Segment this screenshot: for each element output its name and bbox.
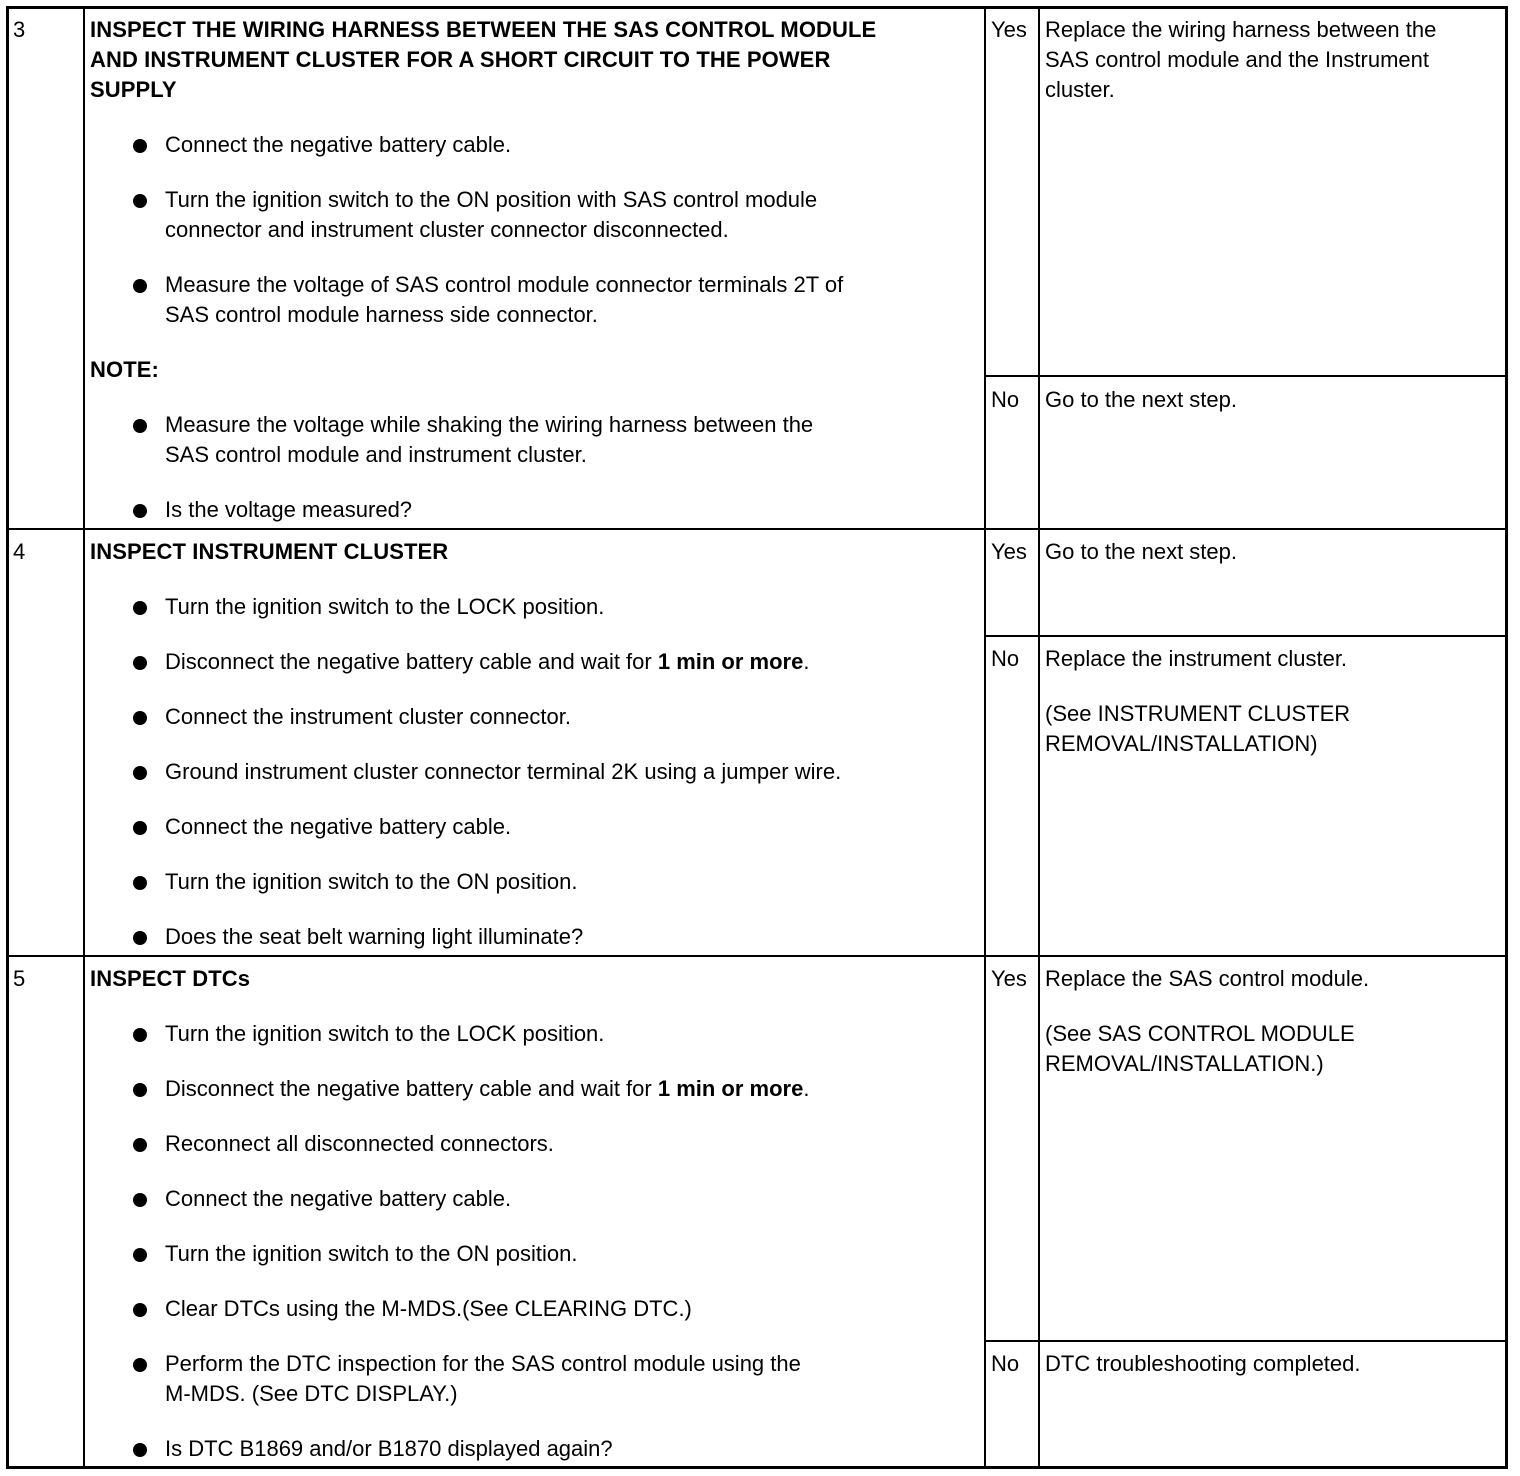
- bullet-icon: [133, 821, 147, 835]
- yes-action: Replace the SAS control module.: [1045, 966, 1370, 991]
- bullet-icon: [133, 419, 147, 433]
- yes-label: Yes: [991, 17, 1027, 42]
- bullet-icon: [133, 1248, 147, 1262]
- step-instruction: Turn the ignition switch to the ON position with SAS control module: [165, 187, 818, 212]
- step-instruction: Is DTC B1869 and/or B1870 displayed again?: [165, 1436, 613, 1461]
- bullet-icon: [133, 504, 147, 518]
- no-action: Replace the instrument cluster.: [1045, 646, 1348, 671]
- step-instruction: Turn the ignition switch to the ON position.: [165, 869, 578, 894]
- bullet-icon: [133, 711, 147, 725]
- bullet-icon: [133, 1358, 147, 1372]
- bullet-icon: [133, 139, 147, 153]
- step-number: 5: [13, 966, 26, 991]
- step-title: SUPPLY: [90, 77, 177, 102]
- bullet-icon: [133, 601, 147, 615]
- yes-action: (See SAS CONTROL MODULE: [1045, 1021, 1355, 1046]
- step-title: AND INSTRUMENT CLUSTER FOR A SHORT CIRCUIT TO THE POWER: [90, 47, 831, 72]
- yes-action: cluster.: [1045, 77, 1115, 102]
- row-divider: [9, 955, 1508, 957]
- yes-label: Yes: [991, 539, 1027, 564]
- step-instruction: Does the seat belt warning light illuminate?: [165, 924, 584, 949]
- bullet-icon: [133, 931, 147, 945]
- step-instruction: Measure the voltage of SAS control module connector terminals 2T of: [165, 272, 844, 297]
- troubleshooting-table: [6, 6, 1508, 1469]
- no-label: No: [991, 387, 1020, 412]
- yes-action: REMOVAL/INSTALLATION.): [1045, 1051, 1324, 1076]
- result-divider: [985, 375, 1508, 377]
- bullet-icon: [133, 279, 147, 293]
- row-divider: [9, 528, 1508, 530]
- step-instruction: Connect the instrument cluster connector.: [165, 704, 571, 729]
- yes-action: SAS control module and the Instrument: [1045, 47, 1429, 72]
- step-instruction: Turn the ignition switch to the ON position.: [165, 1241, 578, 1266]
- step-instruction: Connect the negative battery cable.: [165, 1186, 512, 1211]
- bullet-icon: [133, 766, 147, 780]
- step-instruction: M-MDS. (See DTC DISPLAY.): [165, 1381, 458, 1406]
- step-instruction: SAS control module harness side connector.: [165, 302, 598, 327]
- step-instruction: Reconnect all disconnected connectors.: [165, 1131, 554, 1156]
- no-action: Go to the next step.: [1045, 387, 1238, 412]
- step-instruction: Measure the voltage while shaking the wiring harness between the: [165, 412, 814, 437]
- column-divider: [1038, 9, 1040, 1466]
- result-divider: [985, 635, 1508, 637]
- bullet-icon: [133, 1138, 147, 1152]
- step-title: INSPECT INSTRUMENT CLUSTER: [90, 539, 449, 564]
- yes-action: Go to the next step.: [1045, 539, 1238, 564]
- bullet-icon: [133, 656, 147, 670]
- step-instruction: Perform the DTC inspection for the SAS control module using the: [165, 1351, 801, 1376]
- step-instruction: Ground instrument cluster connector terminal 2K using a jumper wire.: [165, 759, 842, 784]
- yes-action: Replace the wiring harness between the: [1045, 17, 1437, 42]
- step-instruction: Turn the ignition switch to the LOCK position.: [165, 1021, 605, 1046]
- no-action: REMOVAL/INSTALLATION): [1045, 731, 1318, 756]
- step-instruction: Is the voltage measured?: [165, 497, 413, 522]
- result-divider: [985, 1340, 1508, 1342]
- step-number: 3: [13, 17, 26, 42]
- step-instruction: Connect the negative battery cable.: [165, 132, 512, 157]
- no-action: DTC troubleshooting completed.: [1045, 1351, 1361, 1376]
- bullet-icon: [133, 1303, 147, 1317]
- yes-label: Yes: [991, 966, 1027, 991]
- no-label: No: [991, 1351, 1020, 1376]
- step-title: INSPECT THE WIRING HARNESS BETWEEN THE SAS CONTROL MODULE: [90, 17, 877, 42]
- step-title: INSPECT DTCs: [90, 966, 251, 991]
- bullet-icon: [133, 194, 147, 208]
- step-instruction: connector and instrument cluster connector disconnected.: [165, 217, 729, 242]
- bullet-icon: [133, 1083, 147, 1097]
- no-action: (See INSTRUMENT CLUSTER: [1045, 701, 1351, 726]
- no-label: No: [991, 646, 1020, 671]
- column-divider: [83, 9, 85, 1466]
- step-instruction: Turn the ignition switch to the LOCK position.: [165, 594, 605, 619]
- step-instruction: Connect the negative battery cable.: [165, 814, 512, 839]
- column-divider: [984, 9, 986, 1466]
- step-instruction: Clear DTCs using the M-MDS.(See CLEARING DTC.): [165, 1296, 692, 1321]
- step-instruction: SAS control module and instrument cluster.: [165, 442, 587, 467]
- bullet-icon: [133, 876, 147, 890]
- step-instruction: Disconnect the negative battery cable and wait for 1 min or more.: [165, 649, 810, 674]
- step-instruction: Disconnect the negative battery cable and wait for 1 min or more.: [165, 1076, 810, 1101]
- note-label: NOTE:: [90, 357, 159, 382]
- bullet-icon: [133, 1028, 147, 1042]
- bullet-icon: [133, 1443, 147, 1457]
- step-number: 4: [13, 539, 26, 564]
- bullet-icon: [133, 1193, 147, 1207]
